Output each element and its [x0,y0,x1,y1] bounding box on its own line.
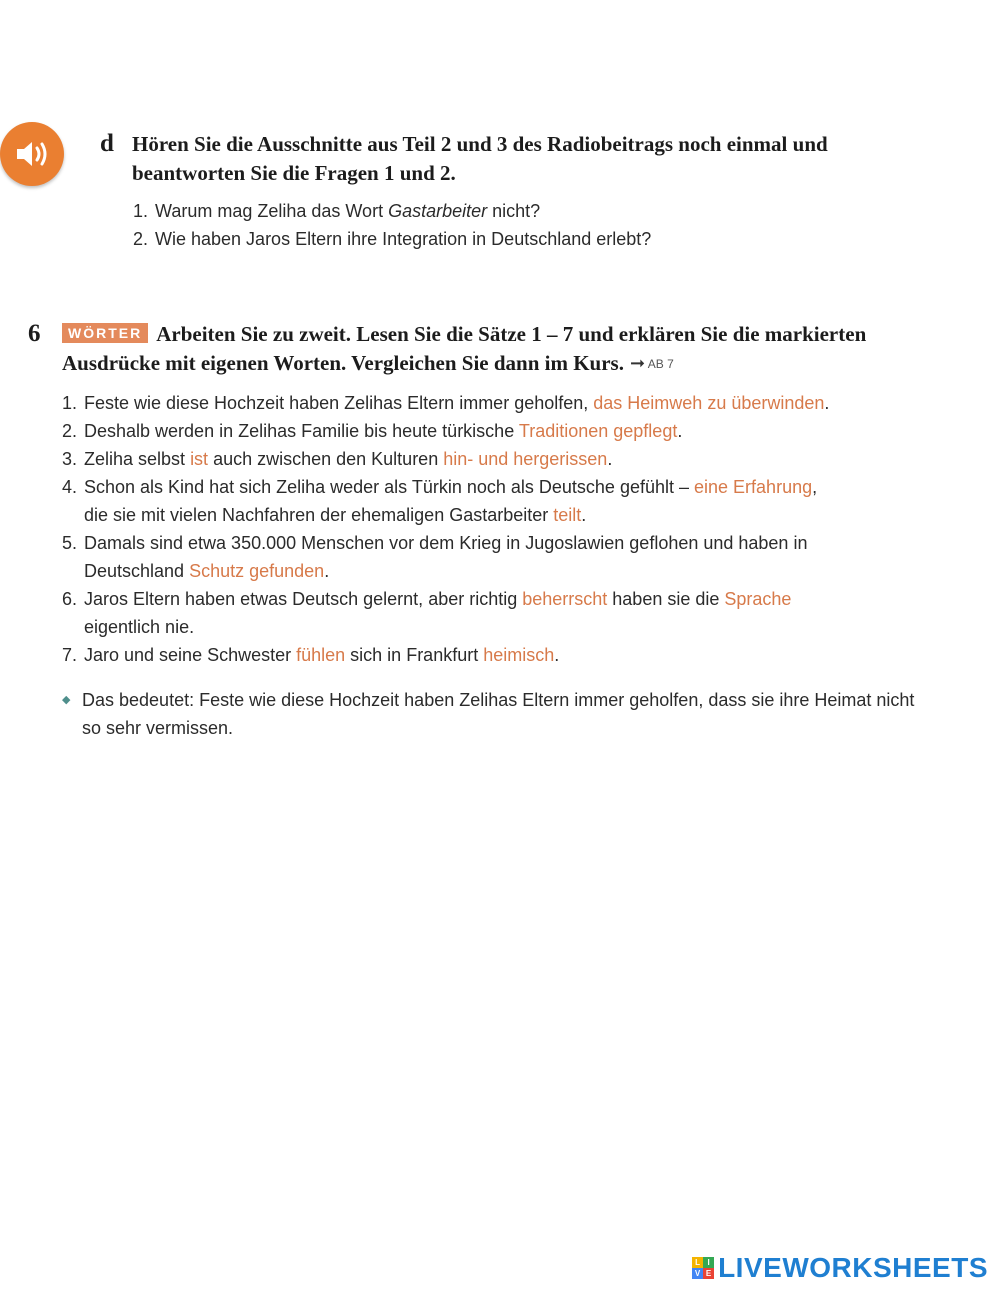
question-text: Wie haben Jaros Eltern ihre Integration in Deutschland erlebt? [155,229,652,249]
sentence-number: 5. [62,533,78,553]
sentence-number: 7. [62,645,78,665]
highlighted-expression: Traditionen gepflegt [518,421,678,441]
sentence-segment: haben sie die [607,589,725,609]
sentence-segment: die sie mit vielen Nachfahren der ehemaligen Gastarbeiter [84,505,554,525]
sentence-number: 2. [62,421,78,441]
sentence-number: 4. [62,477,78,497]
question-text: Warum mag Zeliha das Wort Gastarbeiter nicht? [155,201,541,221]
sentence-segment: . [824,393,830,413]
sentence-number: 6. [62,589,78,609]
question-number: 1. [133,201,149,221]
sentence-line [84,529,807,557]
sentence-line [84,641,559,669]
sentence-text [84,389,829,417]
sentence-segment: Jaro und seine Schwester [84,645,297,665]
highlighted-expression: eine Erfahrung [694,477,813,497]
sentence-segment: eigentlich nie. [84,617,195,637]
highlighted-expression: ist [190,449,209,469]
sentence-number: 1. [62,393,78,413]
highlighted-expression: teilt [553,505,582,525]
example-answer [62,686,994,742]
sentence-line [84,473,817,501]
sentence-item [62,445,942,473]
sentence-line [84,389,829,417]
sentence-text [84,445,612,473]
liveworksheets-brand [692,1252,988,1284]
example-text [82,686,914,742]
sentence-line [84,613,791,641]
sentence-text [84,585,791,641]
sentence-segment: Schon als Kind hat sich Zeliha weder als Türkin noch als Deutsche gefühlt – [84,477,695,497]
example-line1: Das bedeutet: Feste wie diese Hochzeit haben Zelihas Eltern immer geholfen, dass sie ihre Heimat nicht [82,690,915,710]
section-d [100,130,980,188]
diamond-bullet-icon: ◆ [62,694,71,706]
section-d-letter: d [100,130,114,157]
sentence-number: 3. [62,449,78,469]
sentence-text [84,641,559,669]
sentence-line [84,585,791,613]
highlighted-expression: das Heimweh zu überwinden [593,393,825,413]
section-d-heading [132,130,980,188]
section-6-heading [62,320,988,379]
question-italic-term: Gastarbeiter [388,201,488,221]
highlighted-expression: Schutz gefunden [189,561,325,581]
sentence-segment: Jaros Eltern haben etwas Deutsch gelernt, aber richtig [84,589,523,609]
section-6-heading-line1: WÖRTER Arbeiten Sie zu zweit. Lesen Sie die Sätze 1 – 7 und erklären Sie die markierten [62,320,988,349]
question-number: 2. [133,229,149,249]
question-item [133,225,651,253]
section-6-heading-line2: Ausdrücke mit eigenen Worten. Vergleichen Sie dann im Kurs. ➞ AB 7 [62,351,674,375]
speaker-icon [12,137,52,171]
sentence-segment: Damals sind etwa 350.000 Menschen vor dem Krieg in Jugoslawien geflohen und haben in [84,533,808,553]
sentence-segment: . [677,421,683,441]
highlighted-expression: beherrscht [522,589,608,609]
sentence-text [84,529,807,585]
example-line2: so sehr vermissen. [82,718,234,738]
sentence-item [62,473,942,529]
arrow-right-icon: ➞ [629,353,646,373]
sentence-item [62,529,942,585]
sentence-item [62,585,942,641]
sentence-text [84,417,682,445]
sentence-item [62,389,942,417]
section-6-number: 6 [28,320,41,347]
sentence-segment: auch zwischen den Kulturen [208,449,444,469]
sentence-item [62,417,942,445]
section-6-sentence-list [62,389,942,669]
brand-text: LIVEWORKSHEETS [718,1252,988,1283]
highlighted-expression: heimisch [483,645,555,665]
section-d-heading-line2: beantworten Sie die Fragen 1 und 2. [132,161,456,185]
highlighted-expression: hin- und hergerissen [443,449,608,469]
workbook-reference[interactable]: ➞ AB 7 [629,353,674,373]
section-d-questions [133,197,651,253]
sentence-line [84,501,817,529]
sentence-segment: Feste wie diese Hochzeit haben Zelihas Eltern immer geholfen, [84,393,594,413]
section-6 [28,320,988,379]
highlighted-expression: fühlen [296,645,346,665]
sentence-segment: Zeliha selbst [84,449,191,469]
woerter-tag: WÖRTER [62,323,148,343]
sentence-line [84,417,682,445]
sentence-segment: . [554,645,560,665]
highlighted-expression: Sprache [724,589,792,609]
question-item [133,197,651,225]
section-d-heading-line1: Hören Sie die Ausschnitte aus Teil 2 und 3 des Radiobeitrags noch einmal und [132,132,828,156]
sentence-segment: . [581,505,587,525]
sentence-segment: sich in Frankfurt [345,645,484,665]
sentence-line [84,445,612,473]
liveworksheets-logo-icon: L I V E [692,1257,714,1279]
sentence-segment: , [812,477,818,497]
audio-play-button[interactable] [0,122,64,186]
sentence-item [62,641,942,669]
sentence-segment: Deutschland [84,561,190,581]
sentence-segment: . [324,561,330,581]
sentence-line [84,557,807,585]
sentence-text [84,473,817,529]
sentence-segment: Deshalb werden in Zelihas Familie bis heute türkische [84,421,519,441]
sentence-segment: . [607,449,613,469]
